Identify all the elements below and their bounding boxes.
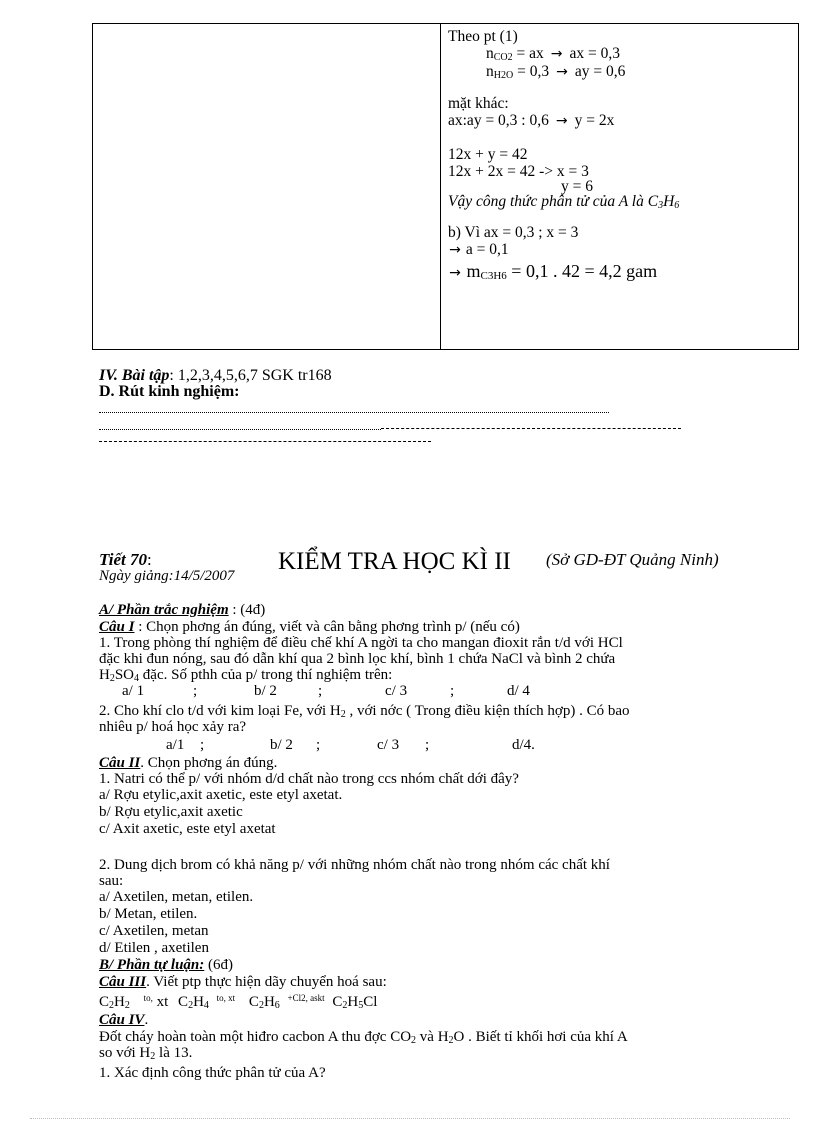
n-label: n	[486, 45, 494, 62]
mat-khac-line: mặt khác:	[448, 95, 509, 112]
h2o-sub: H2O	[493, 70, 514, 81]
chain-cond-1: to,	[143, 993, 153, 1003]
q2-sep: ;	[200, 737, 205, 753]
q2-line2: nhiêu p/ hoá học xảy ra?	[99, 719, 247, 735]
q1-option-d: d/ 4	[507, 683, 530, 699]
q1-sep: ;	[318, 683, 323, 699]
homework-line	[99, 368, 332, 384]
eq1-line: 12x + y = 42	[448, 146, 528, 163]
lesson-colon: :	[147, 550, 152, 569]
c4-text: O . Biết tỉ khối hơi của khí A	[453, 1029, 628, 1045]
n-h2o-eq: = 0,3	[513, 63, 553, 80]
c2-q2-option-a: a/ Axetilen, metan, etilen.	[99, 889, 254, 905]
teaching-date: Ngày giảng:14/5/2007	[99, 568, 235, 584]
q2-line1	[99, 704, 629, 719]
reaction-chain	[99, 995, 377, 1010]
part-a-points: : (4đ)	[228, 602, 266, 618]
ratio-line	[448, 112, 793, 130]
part-a-label: A/ Phần trắc nghiệm	[99, 602, 229, 618]
formula-h: H	[663, 193, 675, 210]
mass-value: = 0,1 . 42 = 4,2 gam	[506, 261, 658, 281]
lesson-number	[99, 550, 152, 570]
mass-line	[448, 259, 793, 285]
c4-text: Đốt cháy hoàn toàn một hiđro cacbon A thu đợc CO	[99, 1029, 412, 1045]
cau1-text: : Chọn phơng án đúng, viết và cân bằng phơng trình p/ (nếu có)	[134, 619, 520, 635]
table-column-divider	[440, 24, 441, 349]
cau3-line	[99, 975, 387, 990]
formula-sub: 2	[411, 1035, 417, 1046]
c4-question1: 1. Xác định công thức phân tử của A?	[99, 1065, 326, 1081]
c2-q2-line2: sau:	[99, 873, 124, 889]
homework-text: : 1,2,3,4,5,6,7 SGK tr168	[169, 367, 332, 384]
dotted-line	[99, 412, 609, 413]
q2-sep: ;	[316, 737, 321, 753]
formula-sub: 3	[658, 200, 664, 211]
a-value: a = 0,1	[462, 241, 509, 258]
dotted-line	[99, 429, 381, 430]
chain-c2h2: $C_2H_2$	[99, 994, 130, 1011]
formula-sub: 6	[674, 200, 680, 211]
co2-sub: CO2	[493, 52, 513, 63]
cau4-line	[99, 1013, 148, 1028]
theo-pt-line: Theo pt (1)	[448, 28, 518, 45]
chain-cond-2: to, xt	[216, 993, 236, 1003]
ax-value: ax = 0,3	[565, 45, 621, 62]
exam-source: (Sở GD-ĐT Quảng Ninh)	[546, 550, 719, 569]
c4-text: là 13.	[155, 1045, 193, 1061]
part-b-points: (6đ)	[204, 957, 234, 973]
experience-label: D. Rút kinh nghiệm	[99, 383, 235, 400]
eq3-line: y = 6	[561, 178, 593, 195]
arrow-icon: →	[449, 265, 461, 281]
q2-option-c: c/ 3	[377, 737, 400, 753]
formula-sub: 2	[448, 1035, 454, 1046]
part-b-heading	[99, 958, 233, 973]
chain-cond-1b: xt	[152, 994, 169, 1010]
homework-label: IV. Bài tập	[99, 367, 170, 384]
cau2-text: . Chọn phơng án đúng.	[140, 755, 278, 771]
n-h2o-line	[448, 63, 793, 81]
cau1-line	[99, 620, 520, 635]
q1-option-a: a/ 1	[122, 683, 145, 699]
formula-sub: 2	[340, 709, 346, 720]
solution-table	[92, 23, 799, 350]
formula-so: SO	[114, 667, 135, 683]
page-footer-border	[30, 1118, 790, 1119]
q1-line3-text: đặc. Số pthh của p/ trong thí nghiệm trên:	[139, 667, 393, 683]
c4-line1	[99, 1030, 628, 1045]
experience-colon: :	[234, 383, 240, 400]
formula-h: H	[99, 667, 110, 683]
y-eq: y = 2x	[570, 112, 615, 129]
ay-value: ay = 0,6	[570, 63, 626, 80]
q1-line3	[99, 668, 392, 683]
cau2-line	[99, 756, 277, 771]
chain-c2h4: $C_2H_4$	[178, 994, 209, 1011]
c2-q1-option-b: b/ Rợu etylic,axit axetic	[99, 804, 243, 820]
arrow-icon: →	[555, 113, 568, 129]
formula-sub: 2	[150, 1051, 156, 1062]
c2-q1-option-c: c/ Axit axetic, este etyl axetat	[99, 821, 276, 837]
c2-q2-option-b: b/ Metan, etilen.	[99, 906, 198, 922]
q2-text-cont: , với nớc ( Trong điều kiện thích hợp) . Có bao	[345, 703, 630, 719]
cau4-label: Câu IV	[99, 1012, 145, 1028]
chain-cond-3: +Cl2, askt	[287, 993, 325, 1003]
lesson-label: Tiết 70	[99, 550, 147, 569]
dashed-line	[381, 428, 681, 429]
c4-text: so với H	[99, 1045, 151, 1061]
q2-option-d: d/4.	[512, 737, 535, 753]
cau4-dot: .	[144, 1012, 149, 1028]
formula-line	[448, 193, 793, 210]
n-label: n	[486, 63, 494, 80]
cau3-label: Câu III	[99, 974, 147, 990]
experience-heading	[99, 384, 239, 400]
n-co2-eq: = ax	[512, 45, 548, 62]
formula-sub: 4	[134, 673, 140, 684]
cau1-label: Câu I	[99, 619, 135, 635]
c4-text: và H	[416, 1029, 449, 1045]
m-label: m	[462, 261, 481, 281]
a-line	[448, 241, 793, 259]
q2-option-b: b/ 2	[270, 737, 293, 753]
q2-sep: ;	[425, 737, 430, 753]
chain-c2h6: $C_2H_6$	[248, 994, 280, 1011]
b-line: b) Vì ax = 0,3 ; x = 3	[448, 224, 579, 241]
formula-text: Vậy công thức phân tử của A là C	[448, 193, 659, 210]
dashed-line	[99, 441, 431, 442]
q1-line1: 1. Trong phòng thí nghiệm để điều chế khí A ngời ta cho mangan đioxit rắn t/d với HCl	[99, 635, 623, 651]
part-a-heading	[99, 603, 265, 618]
q2-option-a: a/1	[166, 737, 185, 753]
c2-q2-line1: 2. Dung dịch brom có khả năng p/ với những nhóm chất nào trong nhóm các chất khí	[99, 857, 610, 873]
formula-sub: 2	[109, 673, 115, 684]
arrow-icon: →	[449, 242, 461, 258]
q1-option-c: c/ 3	[385, 683, 408, 699]
c2-q2-option-c: c/ Axetilen, metan	[99, 923, 209, 939]
q1-option-b: b/ 2	[254, 683, 277, 699]
cau3-text: . Viết ptp thực hiện dãy chuyển hoá sau:	[146, 974, 387, 990]
c3h6-sub: C3H6	[480, 270, 507, 282]
arrow-icon: →	[556, 64, 568, 80]
exam-title: KIỂM TRA HỌC KÌ II	[278, 548, 511, 575]
c2-q1-option-a: a/ Rợu etylic,axit axetic, este etyl axetat.	[99, 787, 343, 803]
eq2-line: 12x + 2x = 42 -> x = 3	[448, 163, 589, 180]
q1-line2: đặc khi đun nóng, sau đó dẫn khí qua 2 bình lọc khí, bình 1 chứa NaCl và bình 2 chứa	[99, 651, 616, 667]
q1-sep: ;	[193, 683, 198, 699]
solution-cell	[448, 28, 793, 285]
cau2-label: Câu II	[99, 755, 141, 771]
q2-text: 2. Cho khí clo t/d với kim loại Fe, với H	[99, 703, 341, 719]
part-b-label: B/ Phần tự luận:	[99, 957, 205, 973]
ratio-eq: ax:ay = 0,3 : 0,6	[448, 112, 553, 129]
arrow-icon: →	[550, 46, 563, 62]
chain-c2h5cl: $C_2H_5Cl$	[332, 994, 378, 1011]
c4-line2	[99, 1046, 192, 1061]
c2-q1: 1. Natri có thể p/ với nhóm d/d chất nào trong ccs nhóm chất dới đây?	[99, 771, 519, 787]
c2-q2-option-d: d/ Etilen , axetilen	[99, 940, 209, 956]
q1-sep: ;	[450, 683, 455, 699]
n-co2-line	[448, 45, 793, 63]
